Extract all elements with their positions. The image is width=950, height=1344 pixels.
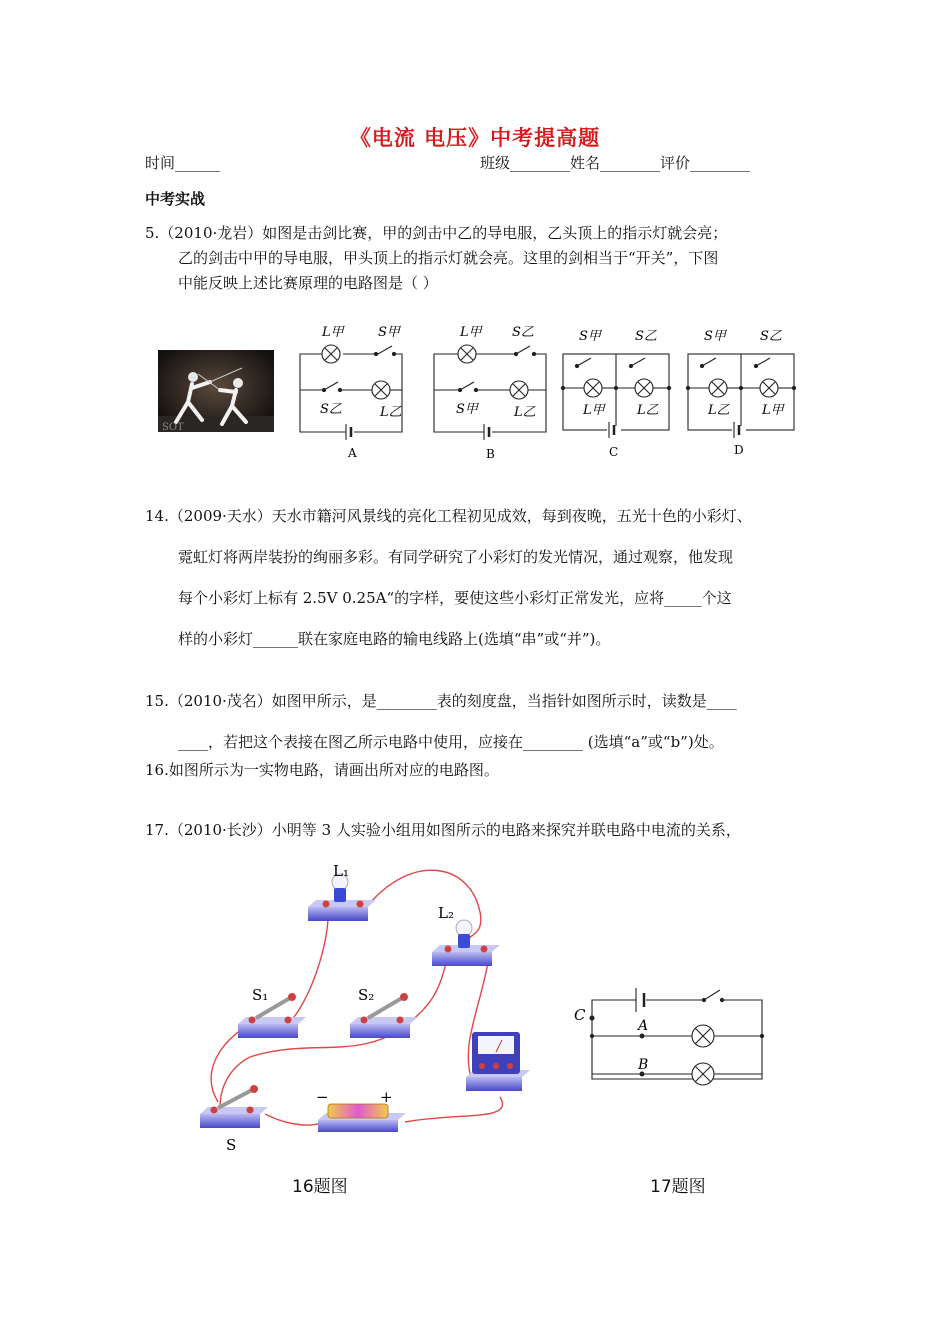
- battery: [318, 1104, 406, 1132]
- circuit-option-b: [424, 318, 554, 468]
- label-bottom-switch: S乙: [320, 402, 342, 417]
- label-lamp-1: L乙: [708, 403, 730, 418]
- label-lamp-2: L甲: [762, 403, 784, 418]
- question-14: [145, 496, 752, 660]
- lamp-l1: [308, 874, 376, 921]
- q5-line: 乙的剑击中甲的导电服，甲头顶上的指示灯就会亮。这里的剑相当于“开关”，下图: [178, 249, 719, 267]
- question-17: 17.（2010·长沙）小明等 3 人实验小组用如图所示的电路来探究并联电路中电流的关系，: [145, 821, 741, 839]
- label-bottom-lamp: L乙: [514, 405, 536, 420]
- figure-16-caption: 16题图: [292, 1177, 348, 1197]
- label-bottom-lamp: L乙: [380, 405, 402, 420]
- label-lamp-2: L乙: [637, 403, 659, 418]
- figure-16-physical-circuit: [180, 852, 540, 1152]
- time-field: 时间______: [145, 154, 221, 172]
- page-title: 《电流 电压》中考提高题: [349, 125, 601, 150]
- question-5: [145, 221, 727, 296]
- fencing-photo: [158, 350, 274, 432]
- q14-line: 样的小彩灯______联在家庭电路的输电线路上(选填“串”或“并”)。: [178, 630, 611, 648]
- label-plus: +: [380, 1088, 393, 1106]
- option-label: A: [348, 446, 357, 460]
- q5-line: 中能反映上述比赛原理的电路图是（ ）: [178, 274, 438, 292]
- label-s1: S₁: [252, 986, 269, 1004]
- circuit-option-d: [680, 318, 804, 468]
- label-l1: L₁: [333, 862, 349, 880]
- label-top-switch: S甲: [378, 325, 400, 340]
- q5-line: 5.（2010·龙岩）如图是击剑比赛，甲的剑击中乙的导电服，乙头顶上的指示灯就会亮；: [145, 224, 728, 242]
- class-name-eval-field: 班级________姓名________评价________: [480, 154, 751, 172]
- figure-17-schematic: [570, 968, 780, 1098]
- option-label: C: [609, 445, 619, 459]
- label-switch-1: S甲: [579, 329, 601, 344]
- option-label: D: [734, 443, 744, 457]
- lamp-l2: [432, 920, 500, 966]
- question-15: [145, 681, 737, 763]
- label-switch-1: S甲: [704, 329, 726, 344]
- label-top-switch: S乙: [512, 325, 534, 340]
- switch-s[interactable]: [200, 1085, 268, 1128]
- label-minus: −: [316, 1088, 329, 1106]
- label-switch-2: S乙: [635, 329, 657, 344]
- label-lamp-1: L甲: [583, 403, 605, 418]
- label-l2: L₂: [438, 904, 454, 922]
- label-top-lamp: L甲: [322, 325, 344, 340]
- label-s2: S₂: [358, 986, 375, 1004]
- q15-line: 15.（2010·茂名）如图甲所示，是________表的刻度盘，当指针如图所示时，读数是____: [145, 692, 737, 710]
- option-label: B: [486, 447, 495, 461]
- q14-line: 14.（2009·天水）天水市籍河风景线的亮化工程初见成效，每到夜晚，五光十色的小彩灯、: [145, 507, 752, 525]
- label-c: C: [574, 1006, 586, 1024]
- q15-line: ____，若把这个表接在图乙所示电路中使用，应接在________ (选填“a”或“b”)处。: [178, 733, 724, 751]
- circuit-option-c: [555, 318, 679, 468]
- figure-17-caption: 17题图: [650, 1177, 706, 1197]
- question-16: 16.如图所示为一实物电路，请画出所对应的电路图。: [145, 761, 499, 779]
- label-top-lamp: L甲: [460, 325, 482, 340]
- label-bottom-switch: S甲: [456, 402, 478, 417]
- label-b: B: [638, 1057, 649, 1073]
- label-switch-2: S乙: [760, 329, 782, 344]
- q14-line: 霓虹灯将两岸装扮的绚丽多彩。有同学研究了小彩灯的发光情况，通过观察，他发现: [178, 548, 734, 566]
- label-s: S: [226, 1136, 237, 1152]
- q14-line: 每个小彩灯上标有 2.5V 0.25A“的字样，要使这些小彩灯正常发光，应将_____个这: [178, 589, 732, 607]
- circuit-option-a: [290, 318, 420, 468]
- section-heading: 中考实战: [145, 190, 206, 208]
- label-a: A: [638, 1018, 649, 1034]
- ammeter: [466, 1032, 530, 1091]
- photo-watermark: SOT: [162, 422, 184, 432]
